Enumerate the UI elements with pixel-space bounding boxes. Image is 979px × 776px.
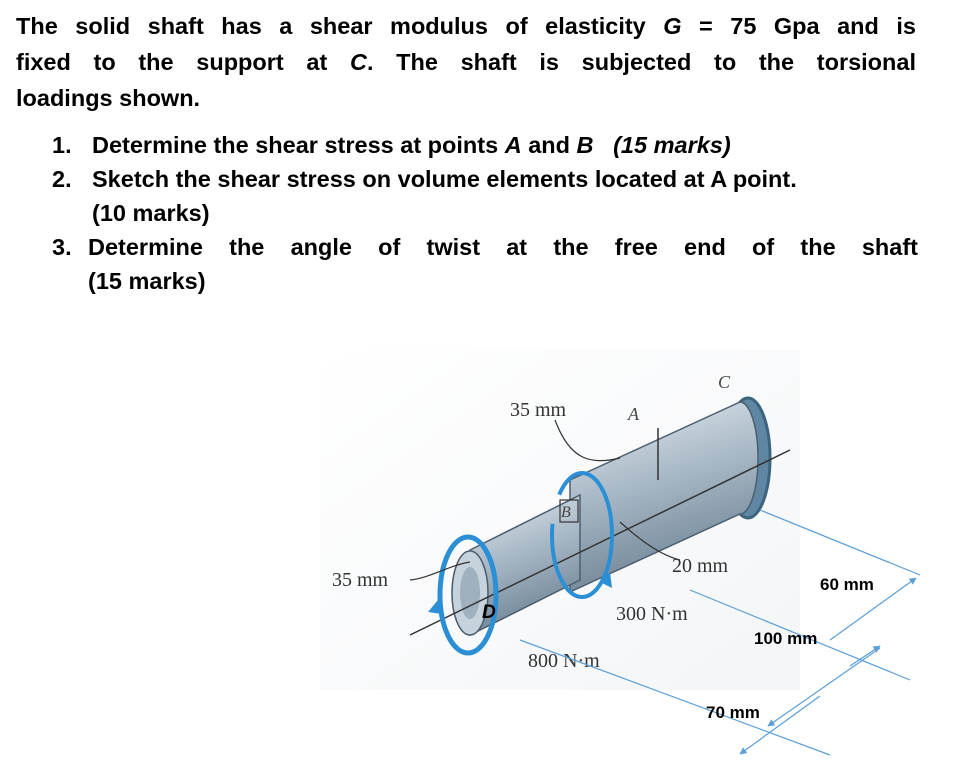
intro-line-3: loadings shown.: [16, 85, 201, 111]
torque-800-label: 800 N·m: [528, 650, 600, 672]
intro-line-2: fixed to the support at C. The shaft is subjected to the torsional: [16, 49, 916, 75]
dim-35mm-left: 35 mm: [332, 569, 389, 591]
label-B: B: [561, 504, 571, 521]
problem-statement: [16, 8, 916, 116]
question-2-marks: (10 marks): [92, 200, 210, 226]
question-3-marks: (15 marks): [88, 268, 206, 294]
question-1: 1. Determine the shear stress at points A and B (15 marks): [52, 132, 731, 158]
label-C: C: [718, 372, 731, 392]
length-70mm: 70 mm: [706, 703, 760, 722]
length-100mm: 100 mm: [754, 629, 818, 648]
label-D: D: [482, 602, 496, 623]
question-list: [52, 128, 918, 298]
question-1-marks: (15 marks): [613, 132, 731, 158]
shaft-figure: [320, 350, 940, 776]
length-60mm: 60 mm: [820, 575, 874, 594]
torque-300-label: 300 N·m: [616, 603, 688, 625]
question-3: 3. Determine the angle of twist at the free end of the shaft (15 marks): [52, 230, 918, 298]
dim-35mm-top: 35 mm: [510, 399, 567, 421]
intro-line-1: The solid shaft has a shear modulus of elasticity G = 75 Gpa and is: [16, 13, 916, 39]
question-2: 2. Sketch the shear stress on volume elements located at A point. (10 marks): [52, 162, 918, 230]
dim-20mm: 20 mm: [672, 555, 729, 577]
label-A: A: [628, 404, 639, 424]
